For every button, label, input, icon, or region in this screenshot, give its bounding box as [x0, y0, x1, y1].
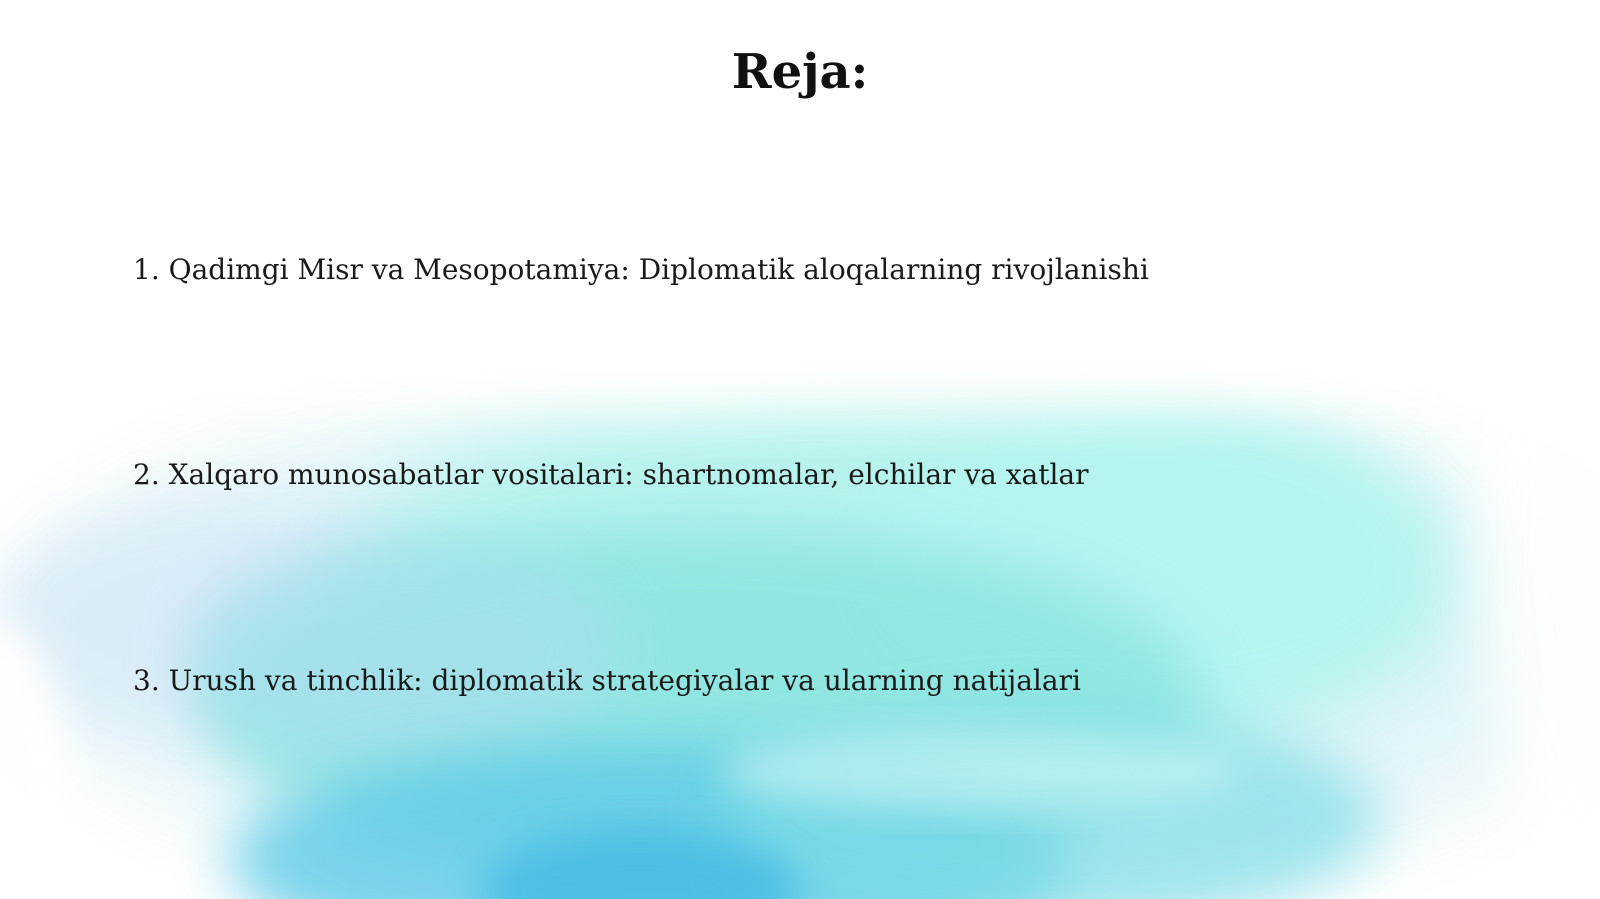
plan-item-1: 1. Qadimgi Misr va Mesopotamiya: Diplomatik aloqalarning rivojlanishi: [133, 253, 1149, 286]
slide-title: Reja:: [731, 44, 869, 100]
plan-item-3: 3. Urush va tinchlik: diplomatik strategiyalar va ularning natijalari: [133, 664, 1081, 697]
plan-item-2: 2. Xalqaro munosabatlar vositalari: shartnomalar, elchilar va xatlar: [133, 458, 1089, 491]
